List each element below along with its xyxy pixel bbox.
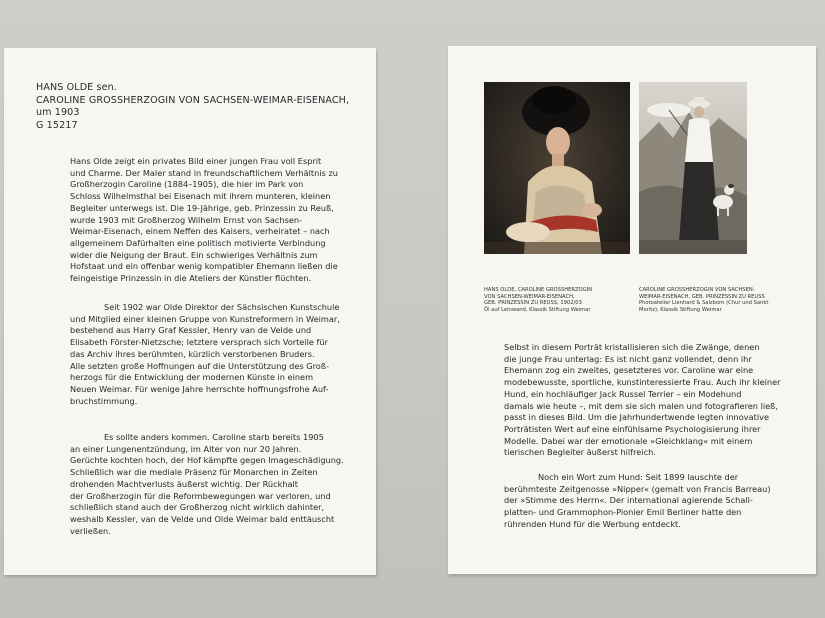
text-line: Ehemann zog ein zweites, gesetzteres vor. Caroline war eine — [504, 365, 754, 376]
text-line: wider die Neigung der Braut. Ein schwieriges Verhältnis zum — [70, 249, 318, 260]
text-line: die junge Frau unterlag: Es ist nicht ganz vollendet, denn ihr — [504, 353, 752, 364]
text-line: an einer Lungenentzündung, im Alter von nur 20 Jahren. — [70, 443, 302, 454]
text-line: und Charme. Der Maler stand in freundschaftlichem Verhältnis zu — [70, 167, 338, 178]
text-line: Selbst in diesem Porträt kristallisieren sich die Zwänge, denen — [504, 342, 760, 352]
text-line: wurde 1903 mit Großherzog Wilhelm Ernst von Sachsen- — [70, 214, 303, 225]
text-line: Großherzogin Caroline (1884–1905), die hier im Park von — [70, 179, 304, 190]
text-line: Es sollte anders kommen. Caroline starb bereits 1905 — [104, 432, 324, 442]
text-line: damals wie heute –, mit dem sie sich malen und fotografieren ließ, — [504, 400, 778, 411]
left-text-panel — [4, 48, 376, 575]
text-line: Porträtisten Wert auf eine einfühlsame Psychologisierung ihrer — [504, 423, 761, 434]
text-line: feingeistige Prinzessin in die Ateliers der Künstler flüchten. — [70, 273, 312, 284]
text-line: weshalb Kessler, van de Velde und Olde Weimar bald enttäuscht — [70, 513, 335, 524]
text-line: Gerüchte kochten hoch, der Hof kämpfte gegen Imageschädigung. — [70, 455, 344, 466]
paragraph — [36, 432, 344, 537]
text-line: tierischen Begleiter äußerst hilfreich. — [504, 447, 656, 458]
paragraph — [36, 156, 338, 285]
text-line: passt in dieses Bild. Um die Jahrhundertwende legten innovative — [504, 412, 769, 423]
portrait-painting-icon — [484, 82, 630, 254]
text-line: Begleiter unterwegs ist. Die 19-Jährige, geb. Prinzessin zu Reuß, — [70, 202, 334, 213]
artist-name: HANS OLDE sen. — [36, 82, 117, 93]
woman-with-dog-photo-icon — [639, 82, 747, 254]
caption-line: Öl auf Leinwand, Klassik Stiftung Weimar — [484, 306, 591, 313]
text-line: rührenden Hund für die Werbung entdeckt. — [504, 518, 681, 529]
text-line: Hund, ein hochläufiger Jack Russel Terrier – ein Modehund — [504, 388, 742, 399]
text-line: verließen. — [70, 525, 111, 536]
text-line: Neuen Weimar. Für wenige Jahre herrschte hoffnungsfrohe Auf- — [70, 383, 329, 394]
artwork-title: CAROLINE GROSSHERZOGIN VON SACHSEN-WEIMAR-EISENACH, — [36, 94, 350, 106]
caption-line: HANS OLDE, CAROLINE GROSSHERZOGIN — [484, 287, 593, 293]
paragraph — [504, 472, 771, 531]
text-line: Elisabeth Förster-Nietzsche; letztere versprach sich Vorteile für — [70, 337, 328, 348]
text-line: modebewusste, sportliche, kunstinteressierte Frau. Auch ihr kleiner — [504, 377, 781, 388]
text-line: Seit 1902 war Olde Direktor der Sächsischen Kunstschule — [104, 302, 340, 312]
text-line: bruchstimmung. — [70, 395, 138, 406]
inventory-number: G 15217 — [36, 119, 78, 131]
text-line: Noch ein Wort zum Hund: Seit 1899 lauschte der — [538, 472, 739, 482]
text-line: und Mitglied einer kleinen Gruppe von Kunstreformern in Weimar, — [70, 313, 340, 324]
caption-line: CAROLINE GROSSHERZOGIN VON SACHSEN- — [639, 287, 755, 293]
text-line: Modelle. Dabei war der emotionale »Gleichklang« mit einem — [504, 435, 753, 446]
text-line: herzogs für die Entwicklung der modernen Künste in einem — [70, 372, 314, 383]
artwork-label-header — [36, 82, 349, 132]
photograph-image — [639, 82, 747, 254]
text-line: Alle setzten große Hoffnungen auf die Unterstützung des Groß- — [70, 360, 330, 371]
text-line: berühmteste Zeitgenosse »Nipper« (gemalt von Francis Barreau) — [504, 483, 771, 494]
text-line: allgemeinem Dafürhalten eine politisch motivierte Verbindung — [70, 237, 326, 248]
caption-line: Moritz), Klassik Stiftung Weimar — [639, 306, 722, 313]
text-line: der »Stimme des Herrn«. Der international agierende Schall- — [504, 495, 753, 506]
text-line: platten- und Grammophon-Pionier Emil Berliner hatte den — [504, 507, 742, 518]
paragraph — [504, 342, 781, 459]
text-line: der Großherzogin für die Reformbewegungen war verloren, und — [70, 490, 331, 501]
painting-image — [484, 82, 630, 254]
caption-line: WEIMAR-EISENACH, GEB. PRINZESSIN ZU REUSS — [639, 293, 765, 300]
caption-line: VON SACHSEN-WEIMAR-EISENACH, — [484, 293, 575, 300]
artwork-date: um 1903 — [36, 107, 80, 119]
paragraph — [36, 302, 340, 407]
text-line: bestehend aus Harry Graf Kessler, Henry van de Velde und — [70, 325, 312, 336]
text-line: das Archiv ihres berühmten, kürzlich verstorbenen Bruders. — [70, 348, 315, 359]
text-line: schließlich stand auch der Großherzog nicht wirklich dahinter, — [70, 502, 325, 513]
text-line: Schloss Wilhelmsthal bei Eisenach mit ihrem munteren, kleinen — [70, 191, 331, 202]
text-line: Hofstaat und ein offenbar wenig kompatibler Ehemann ließen die — [70, 261, 338, 272]
text-line: Weimar-Eisenach, einem Neffen des Kaisers, verheiratet – nach — [70, 226, 330, 237]
text-line: Schließlich war die mediale Präsenz für Monarchen in Zeiten — [70, 467, 318, 478]
painting-caption — [484, 287, 592, 313]
text-line: Hans Olde zeigt ein privates Bild einer jungen Frau voll Esprit — [70, 156, 322, 166]
text-line: drohenden Machtverlusts äußerst wichtig. Der Rückhalt — [70, 478, 299, 489]
right-text-panel — [448, 46, 816, 574]
caption-line: Photoatelier Lienhard & Salzborn (Chur und Sankt — [639, 300, 769, 307]
caption-line: GEB. PRINZESSIN ZU REUSS, 1902/03 — [484, 300, 582, 307]
photograph-caption — [639, 287, 768, 313]
